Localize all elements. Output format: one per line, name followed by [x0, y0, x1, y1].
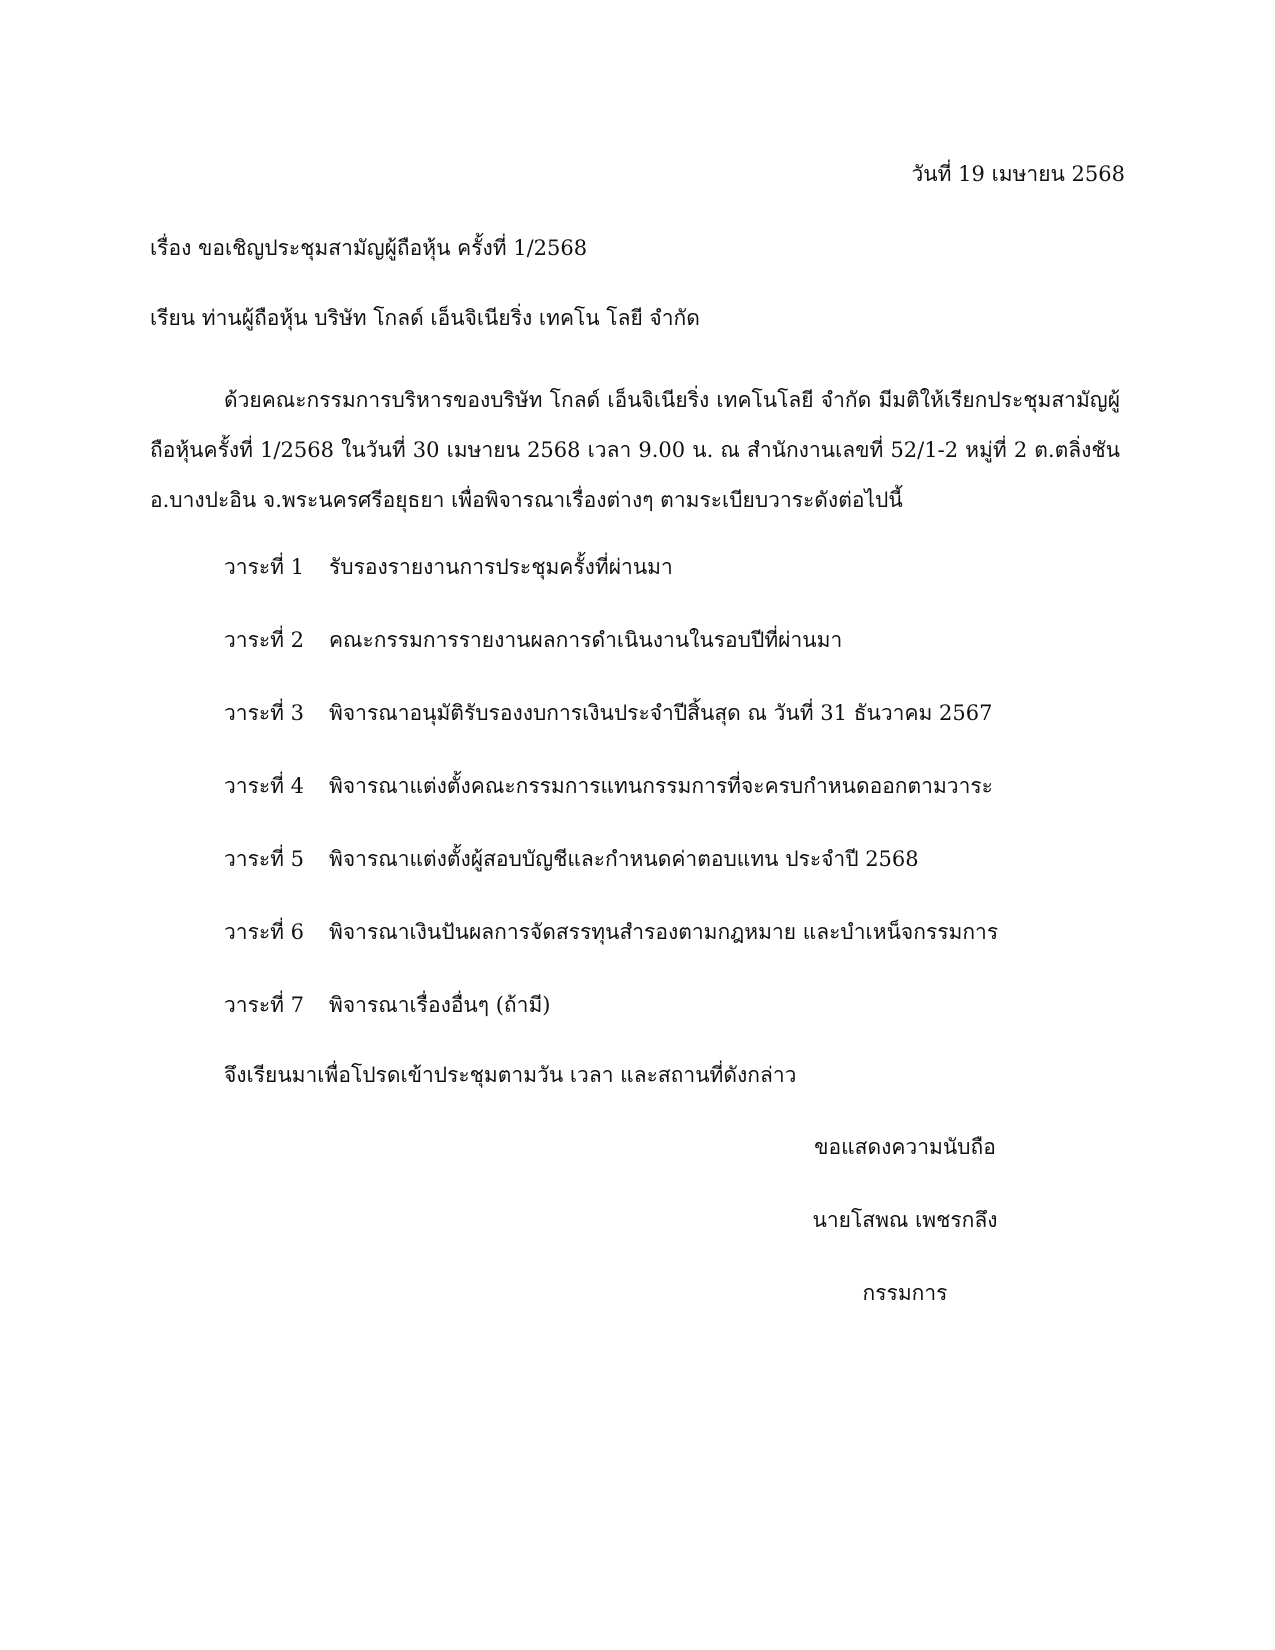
agenda-item — [224, 845, 998, 918]
letter-body: ด้วยคณะกรรมการบริหารของบริษัท โกลด์ เอ็นจิเนียริ่ง เทคโนโลยี จำกัด มีมติให้เรียกประชุมสามัญผู้ถือหุ้นครั้งที่ 1/2568 ในวันที่ 30 เมษายน 2568 เวลา 9.00 น. ณ สำนักงานเลขที่ 52/1-2 หมู่ที่ 2 ต.ตลิ่งชัน อ.บางปะอิน จ.พระนครศรีอยุธยา เพื่อพิจารณาเรื่องต่างๆ ตามระเบียบวาระดังต่อไปนี้ — [150, 388, 1120, 512]
agenda-item — [224, 553, 998, 626]
agenda-number: วาระที่ 5 — [224, 847, 305, 871]
agenda-list — [224, 553, 998, 1064]
agenda-text: คณะกรรมการรายงานผลการดำเนินงานในรอบปีที่ผ่านมา — [329, 628, 843, 652]
agenda-number: วาระที่ 6 — [224, 920, 305, 944]
agenda-item — [224, 699, 998, 772]
letter-subject: เรื่อง ขอเชิญประชุมสามัญผู้ถือหุ้น ครั้งที่ 1/2568 — [150, 236, 588, 260]
signature-regards: ขอแสดงความนับถือ — [814, 1135, 996, 1159]
agenda-text: รับรองรายงานการประชุมครั้งที่ผ่านมา — [329, 555, 673, 579]
signature-block — [760, 1133, 1050, 1352]
agenda-text: พิจารณาเรื่องอื่นๆ (ถ้ามี) — [329, 993, 551, 1017]
agenda-text: พิจารณาแต่งตั้งคณะกรรมการแทนกรรมการที่จะครบกำหนดออกตามวาระ — [329, 774, 993, 798]
signature-title: กรรมการ — [862, 1281, 948, 1305]
agenda-number: วาระที่ 4 — [224, 774, 305, 798]
agenda-item — [224, 626, 998, 699]
agenda-number: วาระที่ 1 — [224, 555, 305, 579]
letter-recipient: เรียน ท่านผู้ถือหุ้น บริษัท โกลด์ เอ็นจิเนียริ่ง เทคโน โลยี จำกัด — [150, 306, 700, 330]
agenda-text: พิจารณาอนุมัติรับรองงบการเงินประจำปีสิ้นสุด ณ วันที่ 31 ธันวาคม 2567 — [329, 701, 993, 725]
agenda-text: พิจารณาแต่งตั้งผู้สอบบัญชีและกำหนดค่าตอบแทน ประจำปี 2568 — [329, 847, 919, 871]
letter-closing: จึงเรียนมาเพื่อโปรดเข้าประชุมตามวัน เวลา และสถานที่ดังกล่าว — [224, 1063, 797, 1087]
agenda-number: วาระที่ 2 — [224, 628, 305, 652]
agenda-item — [224, 918, 998, 991]
agenda-item — [224, 772, 998, 845]
letter-date: วันที่ 19 เมษายน 2568 — [911, 162, 1125, 186]
agenda-text: พิจารณาเงินปันผลการจัดสรรทุนสำรองตามกฎหมาย และบำเหน็จกรรมการ — [329, 920, 999, 944]
agenda-number: วาระที่ 3 — [224, 701, 305, 725]
signature-name: นายโสพณ เพชรกลึง — [812, 1208, 998, 1232]
agenda-item — [224, 991, 998, 1064]
agenda-number: วาระที่ 7 — [224, 993, 305, 1017]
